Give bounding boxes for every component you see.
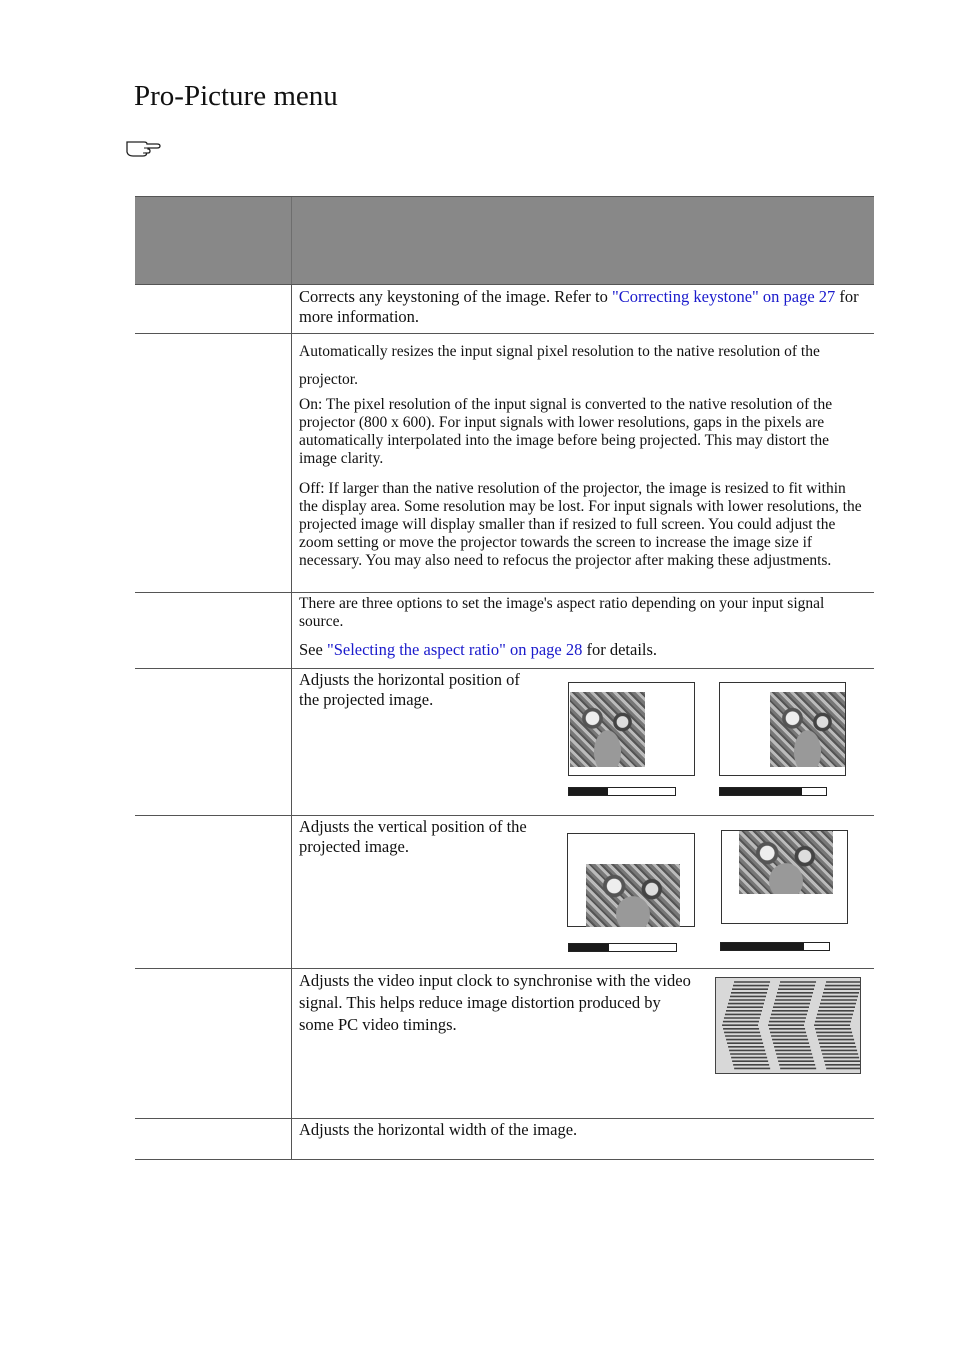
clock-pattern-image (715, 977, 861, 1074)
vertical-level-bar-right (720, 942, 830, 951)
horizontal-left-thumbnail (568, 682, 695, 776)
table-row-auto-resize (135, 333, 874, 592)
table-row-aspect-ratio (135, 592, 874, 668)
auto-resize-description (299, 338, 864, 570)
table-row-vertical-position (135, 815, 874, 968)
vertical-top-thumbnail (721, 830, 848, 924)
menu-table (135, 196, 874, 1139)
table-row-horizontal-position (135, 668, 874, 815)
projected-photo (770, 692, 845, 767)
aspect-ratio-link[interactable]: "Selecting the aspect ratio" on page 28 (326, 640, 583, 659)
projected-photo (739, 831, 833, 894)
horizontal-level-bar-left (568, 787, 676, 796)
vertical-position-description: Adjusts the vertical position of the projected image. (299, 817, 527, 856)
horizontal-position-description: Adjusts the horizontal position of the projected image. (299, 670, 520, 709)
pointing-hand-icon (124, 134, 164, 158)
vertical-level-bar-left (568, 943, 677, 952)
auto-resize-intro: Automatically resizes the input signal pixel resolution to the native resolution of the projector. (299, 343, 820, 388)
table-row-h-size (135, 1118, 874, 1159)
chevron-pattern (716, 978, 860, 1073)
projected-photo (586, 864, 680, 927)
vertical-bottom-thumbnail (567, 833, 695, 927)
table-row-keystone (135, 284, 874, 333)
clock-description: Adjusts the video input clock to synchronise with the video signal. This helps reduce image distortion produced by some PC video timings. (299, 971, 691, 1034)
keystone-link[interactable]: "Correcting keystone" on page 27 (611, 287, 836, 306)
auto-resize-on: On: The pixel resolution of the input signal is converted to the native resolution of the projector (800 x 600). For input signals with lower resolutions, gaps in the pixels are automatically interpolated into the image before being projected. This may distort the image clarity. (299, 396, 833, 467)
aspect-ratio-description: There are three options to set the image's aspect ratio depending on your input signal source. See "Selecting the aspect ratio" on page 28 for details. (299, 595, 825, 659)
page-title: Pro-Picture menu (134, 80, 338, 112)
h-size-description: Adjusts the horizontal width of the image. (299, 1120, 578, 1139)
keystone-description: Corrects any keystoning of the image. Refer to "Correcting keystone" on page 27 for more information. (299, 287, 859, 326)
table-row-clock (135, 968, 874, 1118)
auto-resize-off: Off: If larger than the native resolution of the projector, the image is resized to fit within the display area. Some resolution may be lost. For input signals with lower resolutions, the projected image will display smaller than if resized to full screen. You could adjust the zoom setting or move the projector towards the screen to increase the image size if necessary. You may also need to refocus the projector after making these adjustments. (299, 480, 862, 569)
projected-photo (570, 692, 645, 767)
horizontal-level-bar-right (719, 787, 827, 796)
table-header (135, 196, 874, 285)
horizontal-right-thumbnail (719, 682, 846, 776)
